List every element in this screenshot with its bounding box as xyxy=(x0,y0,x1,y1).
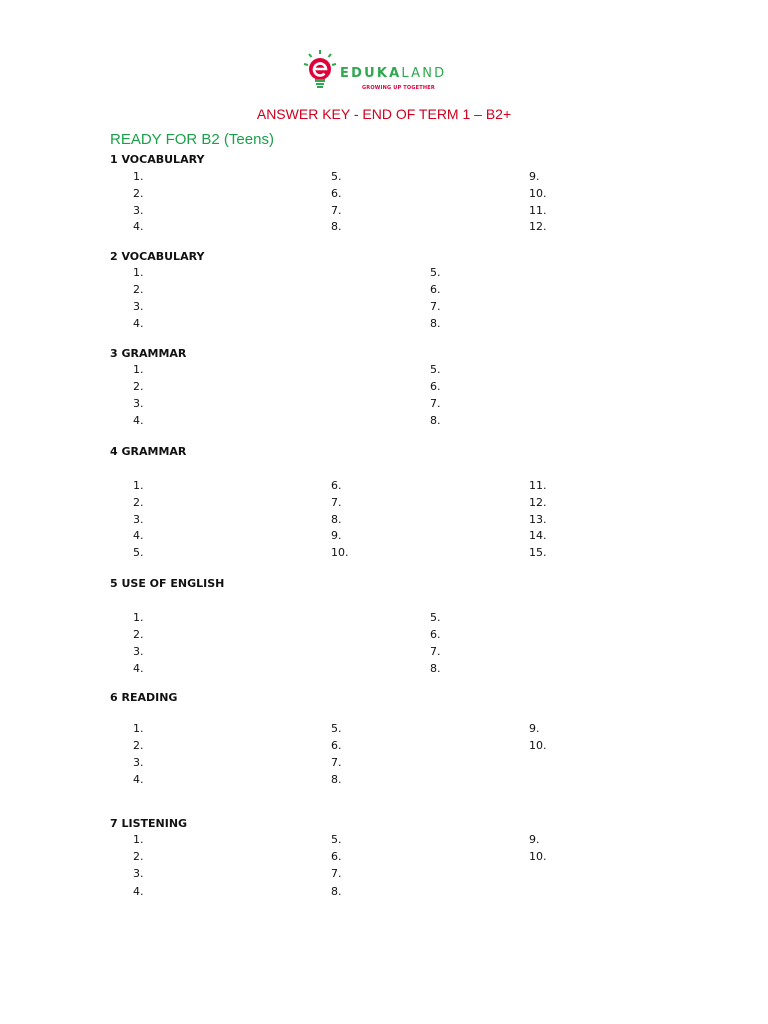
page-subtitle: READY FOR B2 (Teens) xyxy=(110,131,274,148)
answer-item-number: 6. xyxy=(430,380,441,393)
answer-item-number: 14. xyxy=(529,529,547,543)
answer-item-number: 12. xyxy=(529,220,547,234)
answer-item-number: 9. xyxy=(331,529,342,543)
answer-item-number: 5. xyxy=(331,170,342,183)
answer-item-number: 1. xyxy=(133,363,144,376)
answer-item-number: 3. xyxy=(133,756,144,769)
answer-item-number: 9. xyxy=(529,722,540,735)
answer-item-number: 7. xyxy=(331,756,342,769)
answer-item-number: 5. xyxy=(133,546,144,560)
answer-item-number: 3. xyxy=(133,203,144,217)
answer-item-number: 5. xyxy=(331,722,342,735)
answer-item-number: 2. xyxy=(133,495,144,509)
answer-item-number: 15. xyxy=(529,546,547,560)
answer-item-number: 7. xyxy=(430,397,441,410)
answer-item-number: 6. xyxy=(331,479,342,492)
section-title: 6 READING xyxy=(110,691,178,704)
answer-item-number: 2. xyxy=(133,739,144,752)
answer-item-number: 10. xyxy=(529,850,547,864)
answer-item-number: 7. xyxy=(331,495,342,509)
answer-item-number: 4. xyxy=(133,220,144,234)
edukaland-logo xyxy=(300,48,470,98)
answer-item-number: 3. xyxy=(133,645,144,658)
answer-item-number: 2. xyxy=(133,850,144,864)
answer-item-number: 12. xyxy=(529,495,547,509)
answer-item-number: 1. xyxy=(133,170,144,183)
answer-item-number: 8. xyxy=(430,662,441,675)
answer-item-number: 9. xyxy=(529,833,540,846)
answer-item-number: 4. xyxy=(133,529,144,543)
answer-item-number: 8. xyxy=(331,220,342,234)
answer-item-number: 8. xyxy=(430,414,441,427)
answer-item-number: 3. xyxy=(133,867,144,881)
section-title: 3 GRAMMAR xyxy=(110,347,187,360)
answer-item-number: 3. xyxy=(133,397,144,410)
section-title: 7 LISTENING xyxy=(110,817,188,830)
answer-item-number: 5. xyxy=(430,363,441,376)
answer-item-number: 2. xyxy=(133,283,144,296)
answer-item-number: 2. xyxy=(133,628,144,641)
answer-item-number: 10. xyxy=(331,546,349,560)
answer-item-number: 5. xyxy=(331,833,342,846)
section-title: 2 VOCABULARY xyxy=(110,250,205,263)
answer-item-number: 4. xyxy=(133,414,144,427)
answer-item-number: 1. xyxy=(133,722,144,735)
answer-item-number: 6. xyxy=(430,628,441,641)
answer-item-number: 7. xyxy=(430,645,441,658)
answer-item-number: 7. xyxy=(430,300,441,313)
answer-item-number: 10. xyxy=(529,186,547,200)
answer-item-number: 4. xyxy=(133,773,144,786)
answer-item-number: 8. xyxy=(430,317,441,330)
answer-item-number: 7. xyxy=(331,203,342,217)
answer-item-number: 4. xyxy=(133,884,144,898)
answer-item-number: 1. xyxy=(133,479,144,492)
answer-item-number: 7. xyxy=(331,867,342,881)
answer-item-number: 6. xyxy=(331,850,342,864)
answer-item-number: 6. xyxy=(331,186,342,200)
page-title: ANSWER KEY - END OF TERM 1 – B2+ xyxy=(256,106,512,122)
brand-name xyxy=(340,66,446,81)
answer-item-number: 1. xyxy=(133,833,144,846)
answer-item-number: 5. xyxy=(430,611,441,624)
answer-item-number: 4. xyxy=(133,662,144,675)
answer-item-number: 3. xyxy=(133,512,144,526)
answer-item-number: 1. xyxy=(133,611,144,624)
answer-item-number: 5. xyxy=(430,266,441,279)
answer-item-number: 11. xyxy=(529,203,547,217)
answer-item-number: 2. xyxy=(133,380,144,393)
answer-item-number: 8. xyxy=(331,773,342,786)
section-title: 5 USE OF ENGLISH xyxy=(110,577,225,590)
answer-item-number: 8. xyxy=(331,512,342,526)
answer-item-number: 11. xyxy=(529,479,547,492)
brand-tagline: GROWING UP TOGETHER xyxy=(362,85,435,91)
answer-item-number: 9. xyxy=(529,170,540,183)
brand-part1: EDUKA xyxy=(340,66,402,81)
answer-item-number: 4. xyxy=(133,317,144,330)
lightbulb-e-icon xyxy=(300,48,340,92)
answer-item-number: 10. xyxy=(529,739,547,752)
answer-item-number: 6. xyxy=(430,283,441,296)
answer-item-number: 2. xyxy=(133,186,144,200)
section-title: 4 GRAMMAR xyxy=(110,445,187,458)
answer-item-number: 8. xyxy=(331,884,342,898)
answer-item-number: 1. xyxy=(133,266,144,279)
section-title: 1 VOCABULARY xyxy=(110,153,205,166)
answer-item-number: 6. xyxy=(331,739,342,752)
answer-item-number: 13. xyxy=(529,512,547,526)
answer-item-number: 3. xyxy=(133,300,144,313)
brand-part2: LAND xyxy=(401,66,447,81)
